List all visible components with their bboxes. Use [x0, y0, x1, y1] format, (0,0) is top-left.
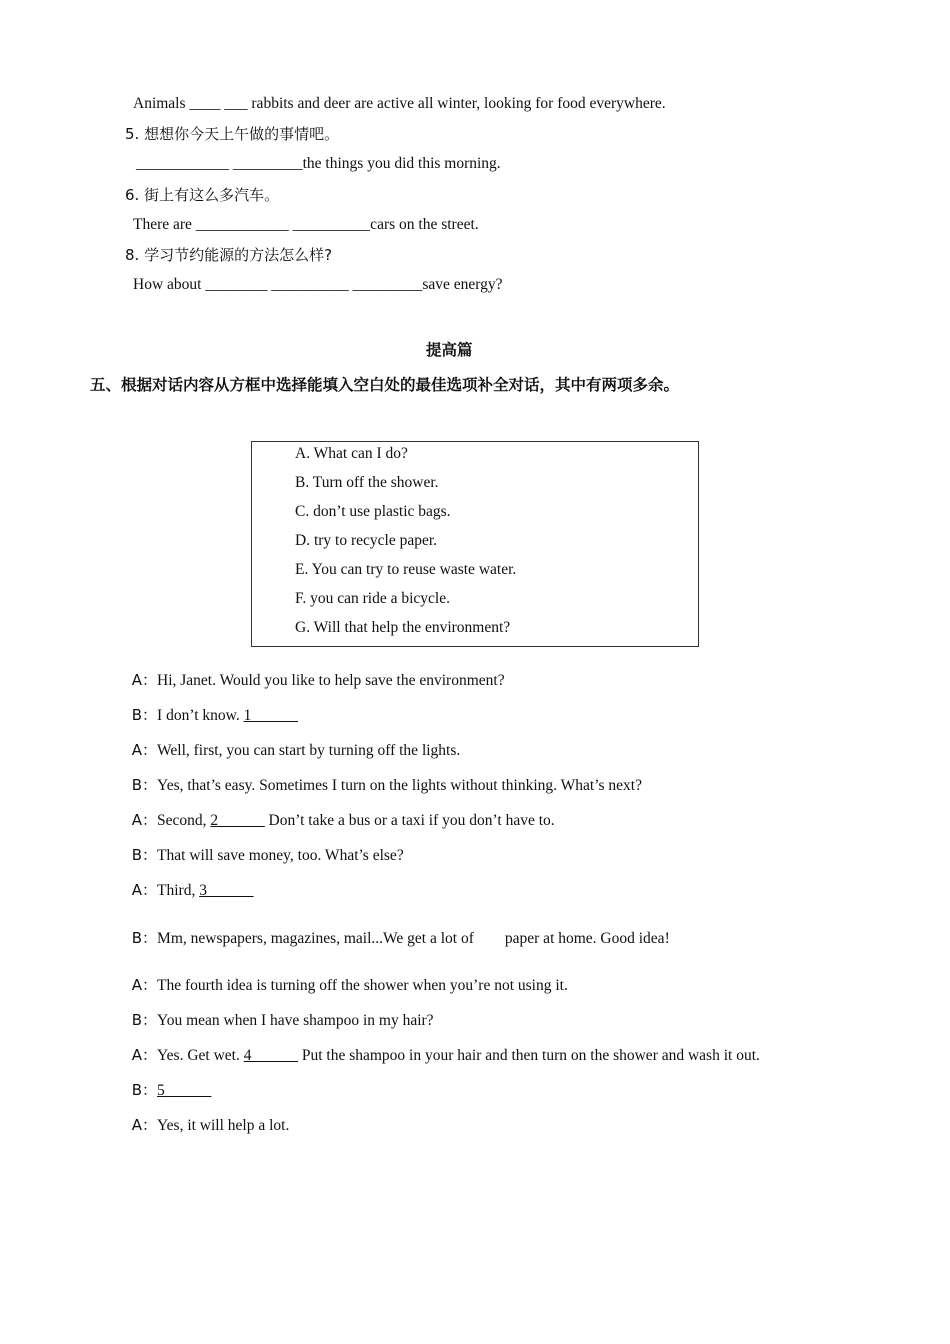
dialogue-line	[124, 860, 253, 901]
answer-blank-5[interactable]: 5______	[157, 1082, 212, 1099]
speaker-label: B：	[131, 776, 158, 794]
question-8-prompt: 8. 学习节约能源的方法怎么样?	[125, 246, 333, 264]
dialogue-text: Yes, it will help a lot.	[157, 1117, 290, 1134]
question-6-prompt: 6. 街上有这么多汽车。	[125, 186, 280, 204]
speaker-label: A：	[131, 671, 158, 689]
speaker-label: A：	[131, 881, 158, 899]
section-heading: 五、根据对话内容从方框中选择能填入空白处的最佳选项补全对话，其中有两项多余。	[90, 376, 680, 394]
speaker-label: A：	[131, 1046, 158, 1064]
dialogue-line	[124, 908, 670, 949]
speaker-label: A：	[131, 976, 158, 994]
question-5-prompt: 5. 想想你今天上午做的事情吧。	[125, 125, 340, 143]
section-subtitle: 提高篇	[426, 341, 473, 359]
dialogue-line	[124, 1025, 760, 1066]
speaker-label: B：	[131, 1011, 158, 1029]
sentence-line: Animals ____ ___ rabbits and deer are active all winter, looking for food everywhere.	[133, 95, 666, 112]
question-5-answer-line: ____________ _________the things you did this morning.	[136, 155, 501, 172]
answer-blank-4[interactable]: 4______	[243, 1047, 298, 1064]
speaker-label: A：	[131, 1116, 158, 1134]
speaker-label: B：	[131, 706, 158, 724]
dialogue-text: Yes, that’s easy. Sometimes I turn on the lights without thinking. What’s next?	[157, 777, 642, 794]
question-8-answer-line: How about ________ __________ _________save energy?	[133, 276, 503, 293]
answer-blank-3[interactable]: 3______	[199, 882, 254, 899]
answer-blank-2[interactable]: 2______	[210, 812, 265, 829]
dialogue-text: Mm, newspapers, magazines, mail...We get a lot of paper at home. Good idea!	[157, 930, 670, 947]
option-e: E. You can try to reuse waste water.	[295, 561, 517, 578]
dialogue-text: You mean when I have shampoo in my hair?	[157, 1012, 434, 1029]
dialogue-text: I don’t know.	[157, 707, 244, 724]
speaker-label: B：	[131, 1081, 158, 1099]
speaker-label: B：	[131, 929, 158, 947]
dialogue-text: Hi, Janet. Would you like to help save the environment?	[157, 672, 505, 689]
answer-blank-1[interactable]: 1______	[243, 707, 298, 724]
options-box	[251, 441, 699, 647]
dialogue-text: Third,	[157, 882, 200, 899]
dialogue-text: Well, first, you can start by turning off the lights.	[157, 742, 461, 759]
option-f: F. you can ride a bicycle.	[295, 590, 450, 607]
question-6-answer-line: There are ____________ __________cars on the street.	[133, 216, 479, 233]
speaker-label: B：	[131, 846, 158, 864]
speaker-label: A：	[131, 811, 158, 829]
option-g: G. Will that help the environment?	[295, 619, 511, 636]
dialogue-text: Don’t take a bus or a taxi if you don’t have to.	[264, 812, 555, 829]
dialogue-text: Yes. Get wet.	[157, 1047, 244, 1064]
dialogue-text: That will save money, too. What’s else?	[157, 847, 404, 864]
option-a: A. What can I do?	[295, 445, 408, 462]
dialogue-text: Second,	[157, 812, 211, 829]
dialogue-text: Put the shampoo in your hair and then turn on the shower and wash it out.	[297, 1047, 760, 1064]
dialogue-text: The fourth idea is turning off the shower when you’re not using it.	[157, 977, 568, 994]
speaker-label: A：	[131, 741, 158, 759]
option-d: D. try to recycle paper.	[295, 532, 438, 549]
option-c: C. don’t use plastic bags.	[295, 503, 451, 520]
dialogue-line	[124, 1095, 289, 1136]
option-b: B. Turn off the shower.	[295, 474, 439, 491]
